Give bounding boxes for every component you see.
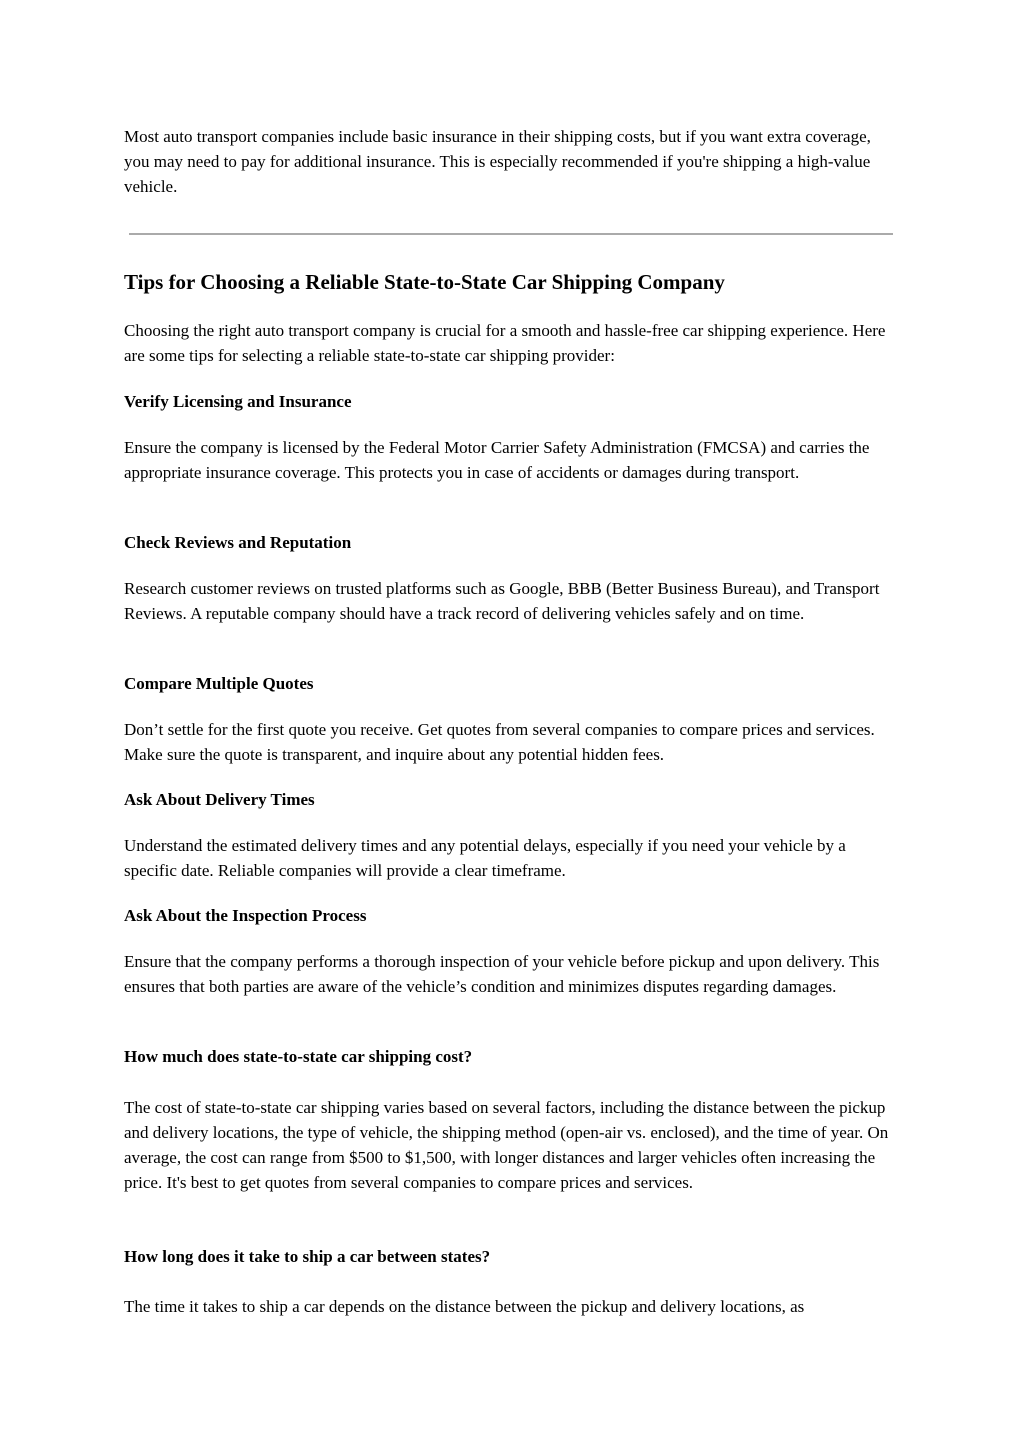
section-divider — [129, 233, 893, 235]
tip-text-reviews: Research customer reviews on trusted platforms such as Google, BBB (Better Business Bureau), and Transport Reviews. A reputable company should have a track record of delivering vehicles safely and on time. — [124, 579, 880, 623]
tip-heading-delivery-times: Ask About Delivery Times — [124, 790, 315, 809]
faq-question-duration: How long does it take to ship a car between states? — [124, 1247, 491, 1266]
faq-question-cost: How much does state-to-state car shipping cost? — [124, 1047, 473, 1066]
faq-answer-cost: The cost of state-to-state car shipping varies based on several factors, including the distance between the pickup and delivery locations, the type of vehicle, the shipping method (open-air vs. enclosed), and the time of year. On average, the cost can range from $500 to $1,500, with longer distances and larger vehicles often increasing the price. It's best to get quotes from several companies to compare prices and services. — [124, 1098, 889, 1192]
tip-text-quotes: Don’t settle for the first quote you receive. Get quotes from several companies to compare prices and services. Make sure the quote is transparent, and inquire about any potential hidden fees. — [124, 720, 875, 764]
intro-paragraph: Most auto transport companies include basic insurance in their shipping costs, but if you want extra coverage, you may need to pay for additional insurance. This is especially recommended if you're shipping a high-value vehicle. — [124, 127, 871, 196]
tip-heading-inspection: Ask About the Inspection Process — [124, 906, 367, 925]
tip-heading-licensing: Verify Licensing and Insurance — [124, 392, 352, 411]
tip-heading-reviews: Check Reviews and Reputation — [124, 533, 352, 552]
tip-heading-quotes: Compare Multiple Quotes — [124, 674, 314, 693]
tip-text-inspection: Ensure that the company performs a thorough inspection of your vehicle before pickup and upon delivery. This ensures that both parties are aware of the vehicle’s condition and minimizes disputes regarding damages. — [124, 952, 880, 996]
tip-text-licensing: Ensure the company is licensed by the Federal Motor Carrier Safety Administration (FMCSA) and carries the appropriate insurance coverage. This protects you in case of accidents or damages during transport. — [124, 438, 870, 482]
section-lead-paragraph: Choosing the right auto transport company is crucial for a smooth and hassle-free car shipping experience. Here are some tips for selecting a reliable state-to-state car shipping provider: — [124, 321, 886, 365]
tip-text-delivery-times: Understand the estimated delivery times and any potential delays, especially if you need your vehicle by a specific date. Reliable companies will provide a clear timeframe. — [124, 836, 846, 880]
faq-answer-duration: The time it takes to ship a car depends on the distance between the pickup and delivery locations, as — [124, 1297, 805, 1316]
section-title: Tips for Choosing a Reliable State-to-State Car Shipping Company — [124, 270, 725, 294]
